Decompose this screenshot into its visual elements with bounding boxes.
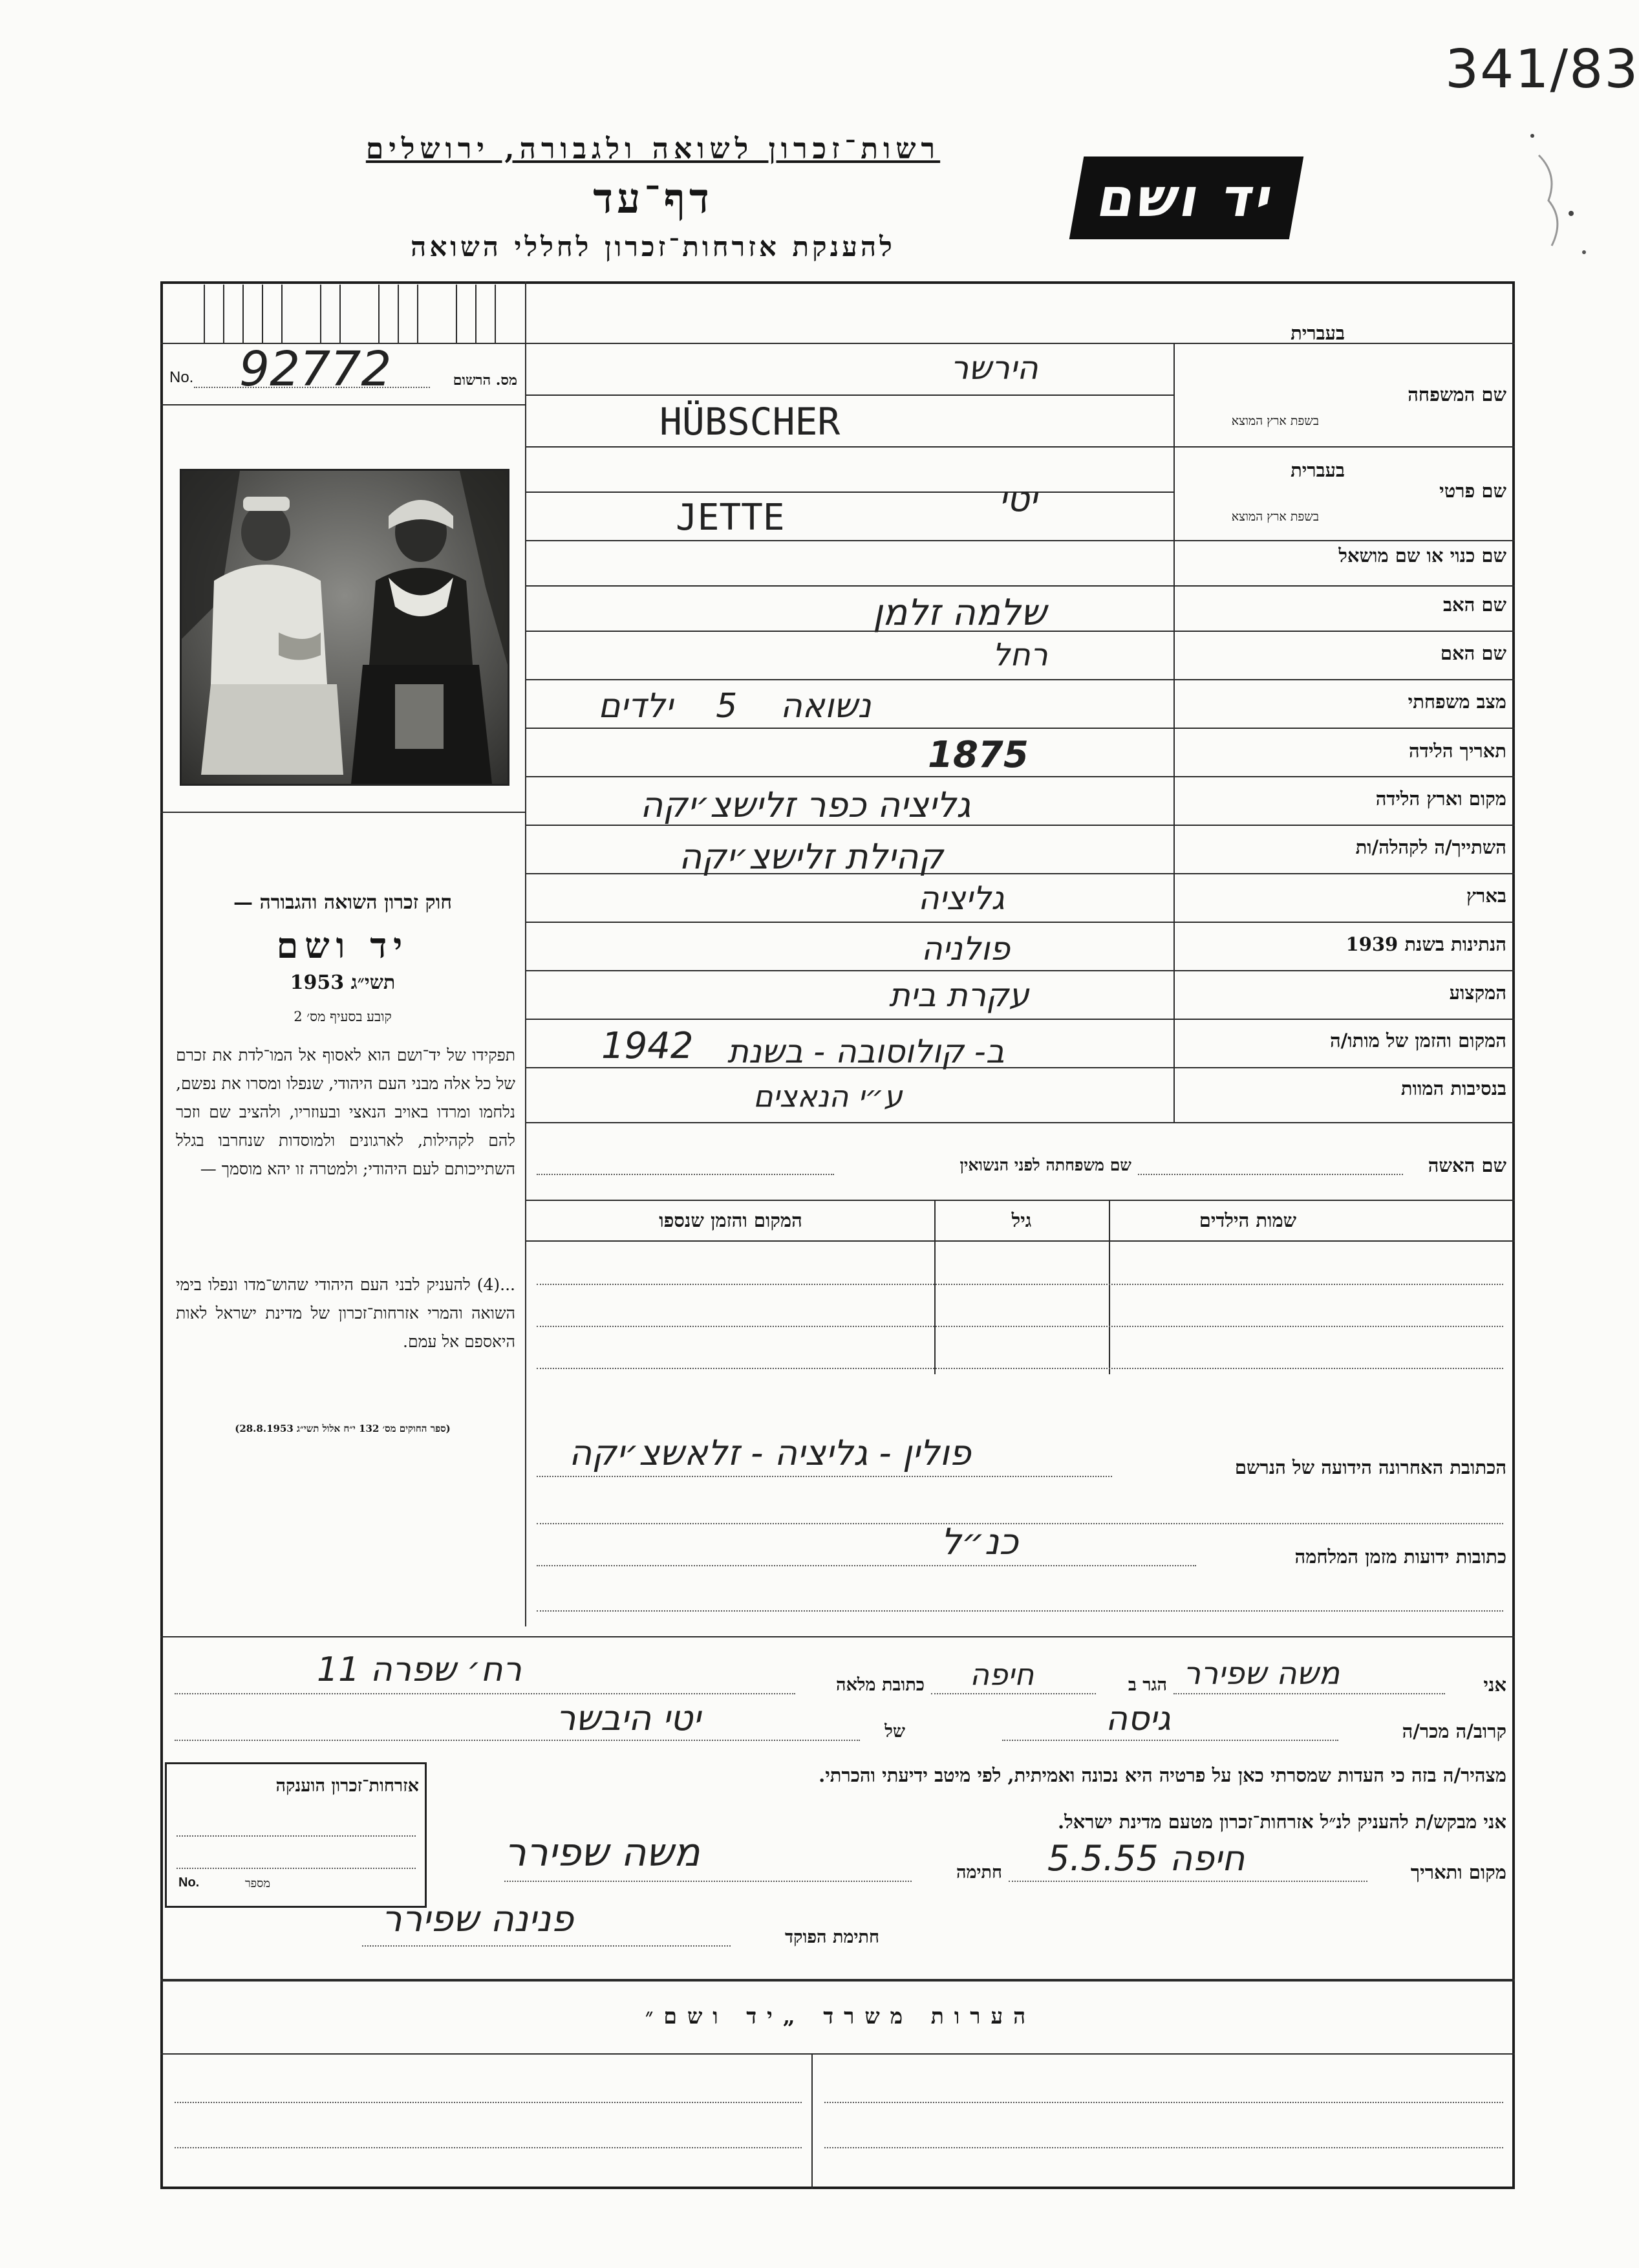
value-place-date: חיפה 5.5.55 <box>1047 1838 1245 1879</box>
label-age: גיל <box>1011 1209 1032 1231</box>
authority-line: רשות־זכרון לשואה ולגבורה, ירושלים <box>365 133 941 166</box>
label-community: השתייך/ה לקהלה/ות <box>1355 836 1506 858</box>
label-place-date: מקום ותאריך <box>1410 1861 1506 1883</box>
label-profession: המקצוע <box>1449 982 1506 1004</box>
registration-label: מס. הרשום <box>453 372 517 389</box>
label-family-name: שם המשפחה <box>1408 383 1506 405</box>
label-official-signature: חתימת הפוקד <box>785 1927 879 1947</box>
label-origin-language-1: בשפת ארץ המוצא <box>1231 414 1319 428</box>
victim-photo <box>180 469 509 786</box>
value-death-circumstances: ע״י הנאצים <box>753 1079 903 1114</box>
label-i: אני <box>1483 1674 1506 1696</box>
label-birth-place: מקום וארץ הלידה <box>1375 788 1506 810</box>
archive-number: 341/83 <box>1445 39 1639 100</box>
form-subtitle: להענקת אזרחות־זכרון לחללי השואה <box>411 231 895 263</box>
label-of: של <box>884 1722 905 1742</box>
value-birth-place: גליציה כפר זלישצ׳יקה <box>640 784 971 825</box>
value-first-name-origin: JETTE <box>676 497 785 539</box>
law-title: חוק זכרון השואה והגבורה — <box>233 891 452 914</box>
value-family-name-hebrew: הירשר <box>950 349 1038 387</box>
label-residing: הגר ב <box>1128 1675 1167 1695</box>
statement-2: אני מבקש/ת להעניק לנ״ל אזרחות־זכרון מטעם מדינת ישראל. <box>1058 1811 1506 1833</box>
law-name: יד ושם <box>276 925 409 966</box>
value-of: יטי היבשר <box>556 1698 701 1738</box>
value-country: גליציה <box>918 880 1005 917</box>
label-maiden-name: שם משפחתה לפני הנשואין <box>959 1156 1131 1174</box>
label-death-place-time: המקום והזמן של מותו/ה <box>1329 1030 1506 1052</box>
yad-vashem-logo <box>1069 157 1304 239</box>
office-notes-title: הערות משרד „יד ושם״ <box>645 2003 1036 2029</box>
citizenship-box-title: אזרחות־זכרון הוענקה <box>275 1776 419 1796</box>
label-wife-name: שם האשה <box>1428 1154 1506 1176</box>
statement-1: מצהיר/ה בזה כי העדות שמסרתי כאן על פרטיה היא נכונה ואמיתית, לפי מיטב ידיעתי והכרתי. <box>819 1764 1506 1786</box>
value-mother: רחל <box>992 637 1048 673</box>
value-father: שלמה זלמן <box>873 592 1047 634</box>
value-community: קהילת זלישצ׳יקה <box>679 836 943 877</box>
logo-text: יד ושם <box>1093 167 1280 229</box>
label-origin-language-2: בשפת ארץ המוצא <box>1231 510 1319 524</box>
law-clause: קובע בסעיף מס׳ 2 <box>294 1009 392 1024</box>
value-signature: משה שפירר <box>504 1830 700 1875</box>
citizenship-box-no-label: No. <box>178 1875 200 1890</box>
value-family-name-origin: HÜBSCHER <box>659 400 841 444</box>
label-wartime-addresses: כתובות ידועות מזמן המלחמה <box>1294 1546 1506 1568</box>
label-signature: חתימה <box>956 1863 1002 1883</box>
label-in-hebrew-2: בעברית <box>1291 459 1345 481</box>
value-declarant-name: משה שפירר <box>1183 1656 1340 1692</box>
value-birth-date: 1875 <box>928 734 1029 776</box>
label-full-address: כתובת מלאה <box>836 1675 925 1695</box>
label-country: בארץ <box>1466 885 1506 907</box>
value-official-signature: פנינה שפירר <box>381 1898 574 1940</box>
law-paragraph-1: תפקידו של יד־ושם הוא לאסוף אל המו־לדת את זכרם של כל אלה מבני העם היהודי, שנפלו ומסרו את נפשם, נלחמו ומרדו באויב הנאצי ובעוזריו, ולהציב שם וזכר להם לקהילות, לארגונים ולמוסדות שנחרבו בגלל השתייכותם לעם היהודי; ולמטרה זו יהא מוסמך — <box>176 1046 515 1178</box>
value-death-year: 1942 <box>601 1025 694 1067</box>
value-relation: גיסה <box>1106 1700 1171 1738</box>
value-residing: חיפה <box>970 1657 1034 1692</box>
value-first-name-hebrew: יטי <box>999 479 1038 519</box>
law-year: תשי״ג 1953 <box>290 971 396 994</box>
registration-no-label: No. <box>169 369 194 386</box>
value-death-place: ב- קולוסובה - בשנת <box>727 1033 1005 1070</box>
label-last-address: הכתובת האחרונה הידועה של הנרשם <box>1234 1456 1506 1478</box>
label-birth-date: תאריך הלידה <box>1409 740 1506 762</box>
label-mother: שם האם <box>1440 642 1506 664</box>
value-marital-status: נשואה 5 ילדים <box>598 687 872 726</box>
registration-number: 92772 <box>239 341 392 397</box>
form-title: דף־עד <box>593 175 713 223</box>
label-father: שם האב <box>1442 594 1506 616</box>
value-last-address: פולין - גליציה - זלאשצ׳יקה <box>569 1432 971 1473</box>
label-in-hebrew-1: בעברית <box>1291 322 1345 344</box>
citizenship-box <box>165 1762 427 1908</box>
label-citizenship-1939: הנתינות בשנת 1939 <box>1345 933 1506 955</box>
citizenship-box-number-label: מספר <box>244 1877 270 1890</box>
value-wartime-addresses: כנ״ל <box>941 1521 1018 1563</box>
law-paragraph-2: ...(4) להעניק לבני העם היהודי שהוש־מדו ונפלו בימי השואה והמרי אזרחות־זכרון של מדינת ישראל לאות היאספם אל עמם. <box>176 1275 515 1351</box>
label-death-circumstances: בנסיבות המוות <box>1400 1077 1506 1099</box>
label-place-time-died: המקום והזמן שנספו <box>659 1209 802 1231</box>
value-citizenship-1939: פולניה <box>921 930 1011 967</box>
label-children-names: שמות הילדים <box>1199 1209 1297 1231</box>
value-profession: עקרת בית <box>889 977 1029 1014</box>
label-nickname: שם כנוי או שם מושאל <box>1338 545 1506 567</box>
label-relation: קרוב/ה מכר/ה <box>1402 1720 1506 1742</box>
law-source: (ספר החוקים מס׳ 132 י״ח אלול תשי״ג 28.8.1953) <box>235 1423 451 1434</box>
scan-marks <box>1519 97 1603 272</box>
value-full-address: רח׳ שפרה 11 <box>317 1650 522 1689</box>
label-first-name: שם פרטי <box>1439 480 1506 502</box>
label-marital-status: מצב משפחתי <box>1408 691 1506 713</box>
